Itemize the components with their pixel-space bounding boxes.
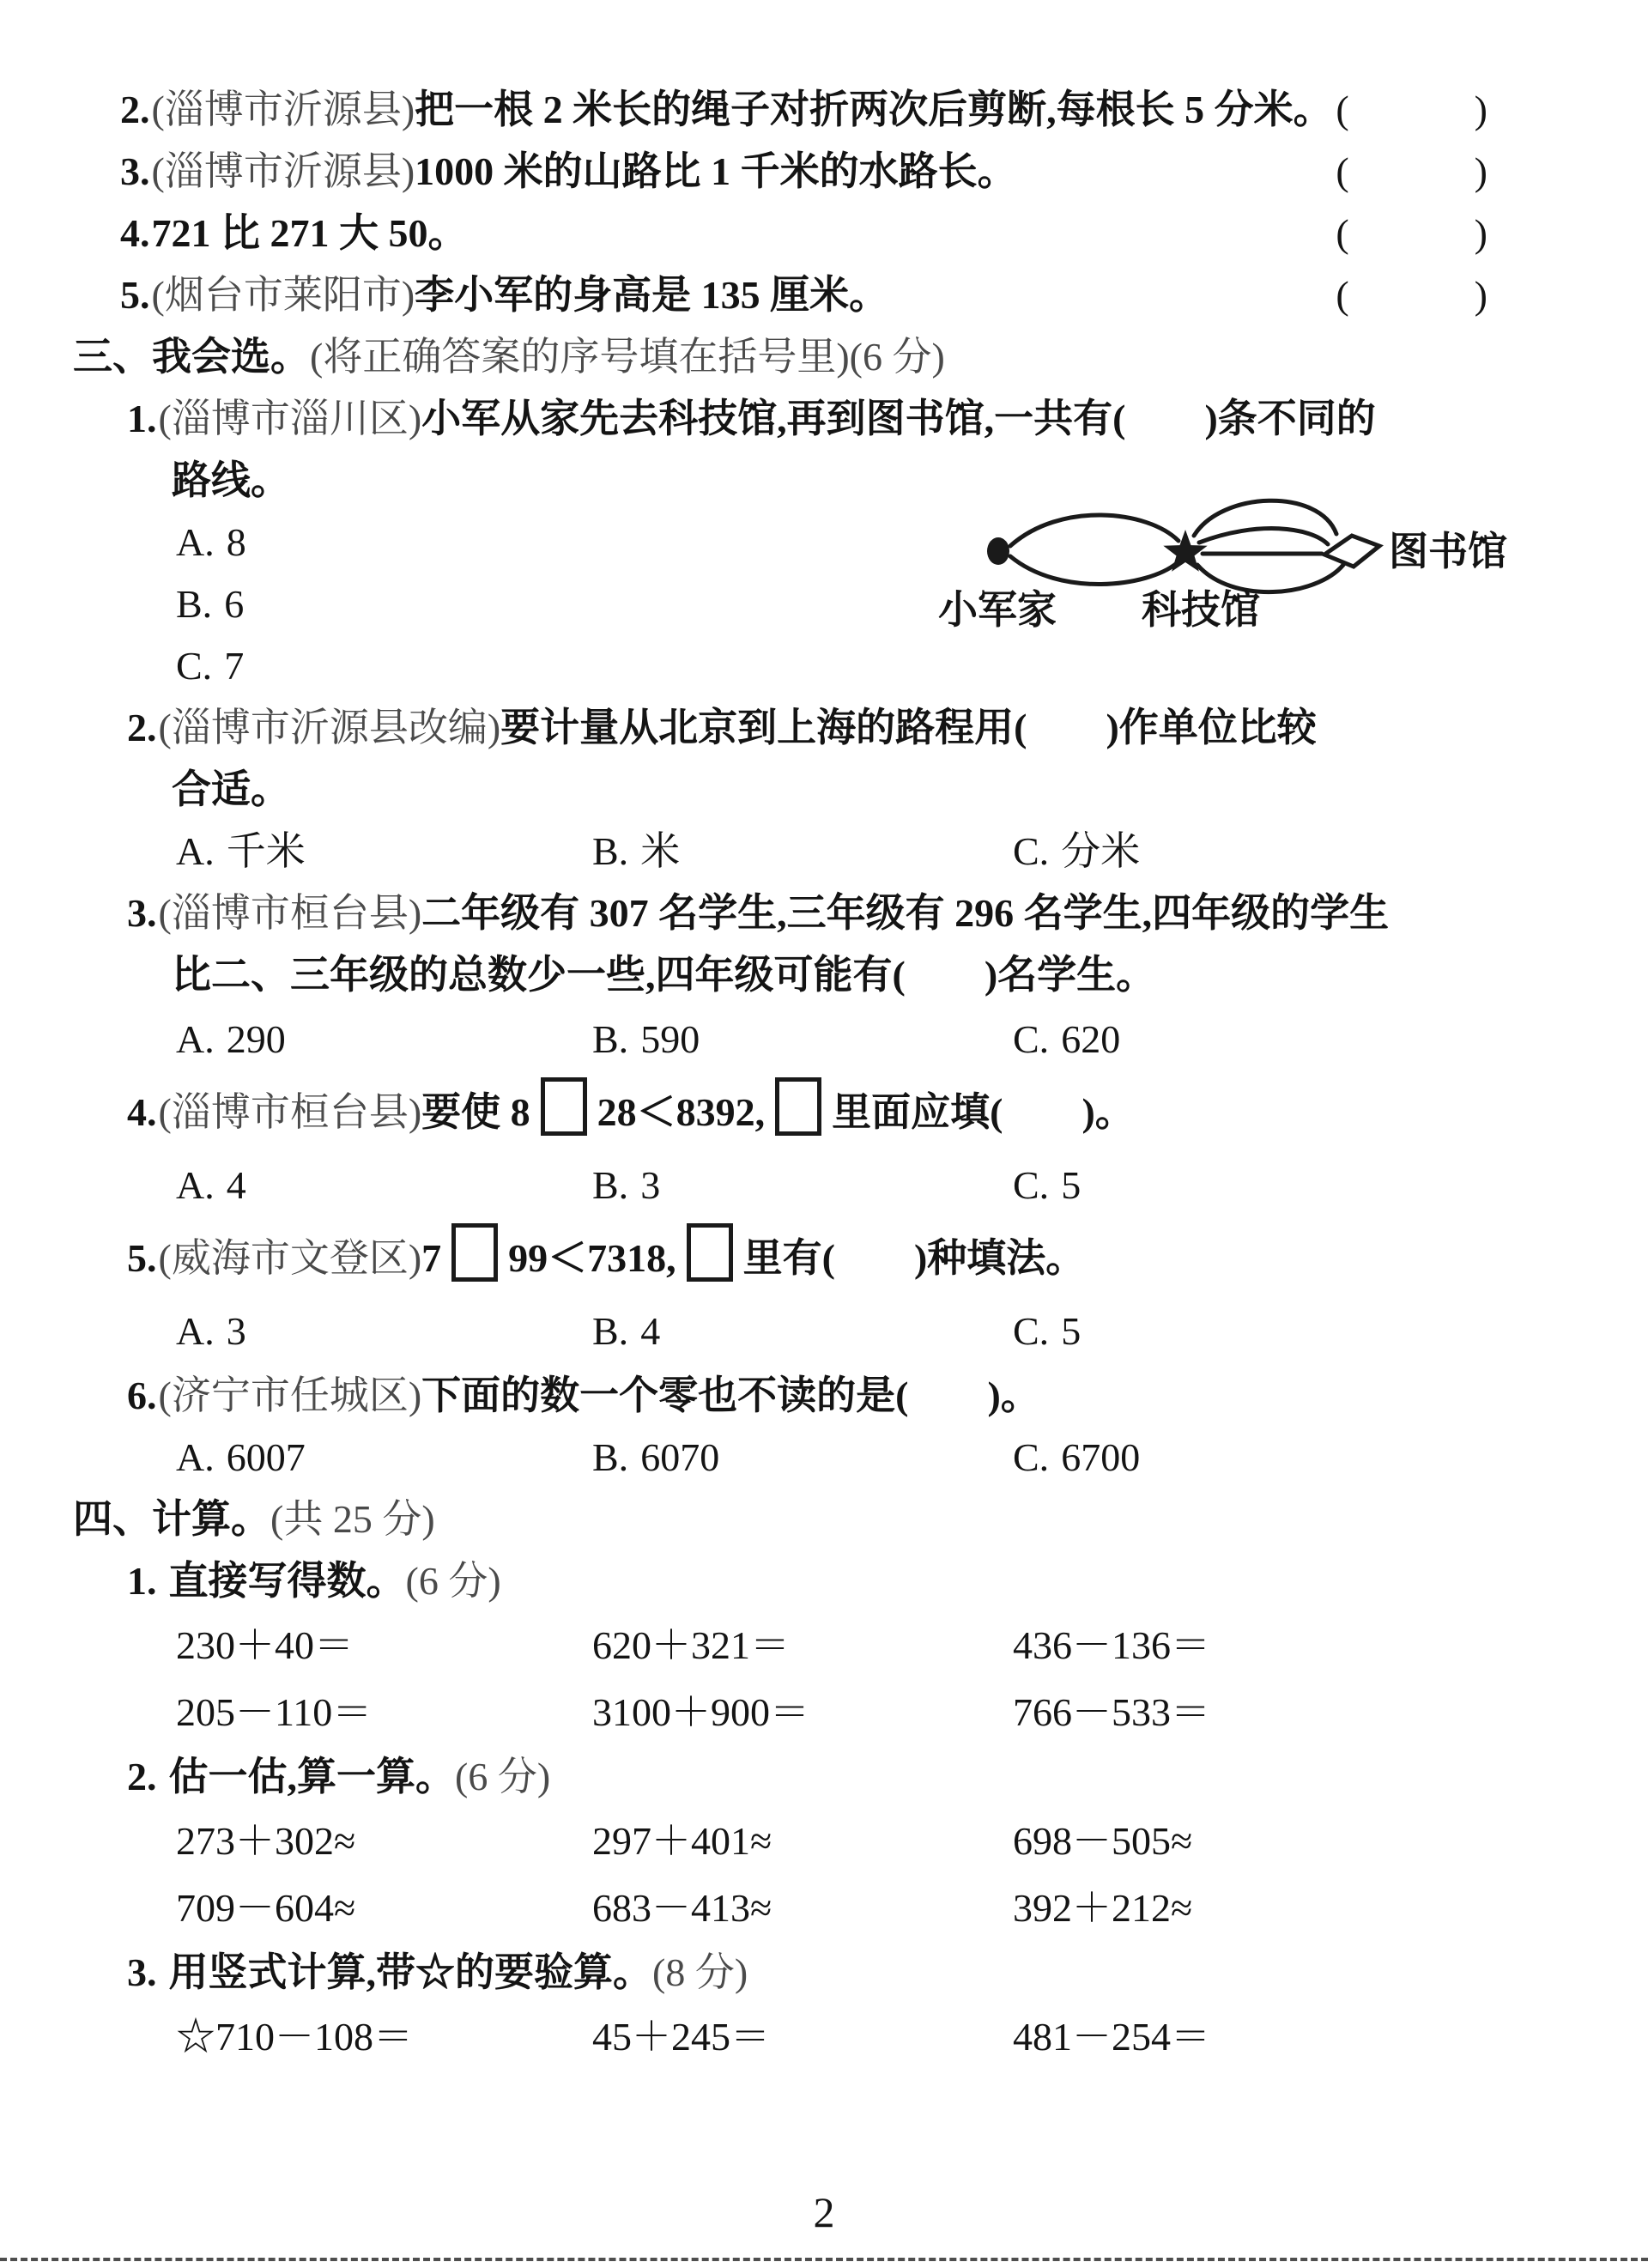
tf-question-main — [120, 141, 1017, 203]
s3-q6-options — [0, 1427, 1648, 1489]
math-expression: 297＋401≈ — [592, 1819, 772, 1863]
answer-parens: ( ) — [1336, 88, 1489, 131]
question-number: 2. — [120, 88, 150, 131]
option-label: B. — [592, 1309, 629, 1353]
math-expression: 709－604≈ — [176, 1886, 356, 1930]
option-value: 千米 — [226, 829, 306, 873]
math-expression: ☆710－108＝ — [176, 2015, 413, 2059]
option-b — [592, 821, 1013, 882]
option-a — [176, 821, 592, 882]
s3-q3-line2: 比二、三年级的总数少一些,四年级可能有( )名学生。 — [172, 953, 1156, 997]
question-number: 5. — [127, 1236, 157, 1280]
option-label: C. — [1013, 1017, 1050, 1061]
science-label: 科技馆 — [1142, 588, 1260, 632]
question-region: (淄博市桓台县) — [158, 1090, 422, 1134]
question-text-mid: 28＜8392, — [597, 1090, 766, 1134]
option-value: 3 — [226, 1309, 246, 1353]
page-number: 2 — [813, 2188, 835, 2236]
s4-sub2-title — [0, 1746, 1648, 1808]
question-number: 4. — [120, 211, 150, 255]
option-label: B. — [176, 582, 213, 626]
section-note: (将正确答案的序号填在括号里) — [310, 335, 850, 379]
question-text: 1000 米的山路比 1 千米的水路长。 — [415, 149, 1017, 193]
tf-question-main — [120, 79, 1333, 141]
option-label: A. — [176, 1309, 215, 1353]
question-text-mid: 99＜7318, — [508, 1236, 676, 1280]
sub-number: 3. — [127, 1950, 157, 1994]
section-title: 计算。 — [152, 1497, 270, 1541]
option-value: 米 — [640, 829, 681, 873]
section-number: 三、 — [73, 335, 152, 379]
option-label: A. — [176, 1435, 215, 1479]
question-text: 下面的数一个零也不读的是( )。 — [421, 1374, 1040, 1417]
option-value: 8 — [226, 520, 246, 564]
math-expression: 698－505≈ — [1013, 1819, 1193, 1863]
question-text: 二年级有 307 名学生,三年级有 296 名学生,四年级的学生 — [421, 891, 1390, 935]
math-expression: 3100＋900＝ — [592, 1690, 809, 1734]
s3-q2-options — [0, 821, 1648, 882]
option-value: 590 — [640, 1017, 700, 1061]
option-label: A. — [176, 829, 215, 873]
option-label: C. — [1013, 1163, 1050, 1207]
route-home-science-bottom — [1010, 556, 1177, 585]
option-value: 620 — [1061, 1017, 1121, 1061]
route-diagram — [931, 488, 1558, 638]
question-number: 3. — [120, 149, 150, 193]
math-expression: 45＋245＝ — [592, 2015, 770, 2059]
option-value: 290 — [226, 1017, 286, 1061]
question-region: (淄博市沂源县) — [151, 88, 415, 131]
s3-q1-option-c — [0, 635, 1648, 697]
s3-q5 — [0, 1219, 1648, 1298]
s4-sub1-row2 — [0, 1679, 1648, 1746]
question-text-post: 里面应填( )。 — [832, 1090, 1135, 1134]
option-label: A. — [176, 1163, 215, 1207]
sub-points: (6 分) — [455, 1755, 551, 1798]
page-bottom-cutline — [0, 2258, 1648, 2261]
fill-box — [541, 1077, 587, 1136]
s4-sub3-row1 — [0, 2004, 1648, 2071]
option-c — [1013, 1152, 1648, 1219]
math-expression: 481－254＝ — [1013, 2015, 1210, 2059]
option-label: C. — [1013, 1435, 1050, 1479]
s3-q1-line1 — [0, 388, 1648, 450]
library-label: 图书馆 — [1389, 530, 1507, 573]
option-a — [176, 1006, 592, 1073]
math-expression: 766－533＝ — [1013, 1690, 1210, 1734]
fill-box — [451, 1223, 498, 1282]
question-text-pre: 7 — [421, 1236, 442, 1280]
s4-sub1-row1 — [0, 1612, 1648, 1679]
tf-question-3 — [0, 141, 1648, 203]
option-a — [176, 1152, 592, 1219]
question-region: (淄博市淄川区) — [158, 397, 422, 440]
option-c — [1013, 821, 1648, 882]
option-b — [592, 1427, 1013, 1489]
s3-q2-line1 — [0, 697, 1648, 759]
s4-sub2-row2 — [0, 1875, 1648, 1942]
s3-q1-line2: 路线。 — [172, 458, 290, 502]
route-diagram-svg — [931, 488, 1558, 638]
sub-points: (8 分) — [652, 1950, 748, 1994]
option-label: C. — [1013, 1309, 1050, 1353]
section-title: 我会选。 — [152, 335, 310, 379]
sub-title: 估一估,算一算。 — [168, 1755, 455, 1798]
math-expression: 230＋40＝ — [176, 1623, 354, 1667]
math-expression: 683－413≈ — [592, 1886, 772, 1930]
option-value: 7 — [224, 644, 245, 688]
question-region: (淄博市沂源县) — [151, 149, 415, 193]
option-label: C. — [176, 644, 213, 688]
sub-title: 直接写得数。 — [168, 1559, 406, 1603]
s3-q2-line2: 合适。 — [172, 767, 290, 811]
option-value: 6 — [224, 582, 245, 626]
section-points: (共 25 分) — [270, 1497, 435, 1541]
s3-q4 — [0, 1073, 1648, 1152]
option-c — [1013, 1427, 1648, 1489]
sub-points: (6 分) — [405, 1559, 501, 1603]
option-label: A. — [176, 1017, 215, 1061]
option-value: 6070 — [640, 1435, 720, 1479]
question-region: (淄博市桓台县) — [158, 891, 422, 935]
option-label: B. — [592, 1163, 629, 1207]
option-c — [1013, 1006, 1648, 1073]
tf-question-main — [120, 203, 468, 264]
s3-q3-options — [0, 1006, 1648, 1073]
s3-q5-options — [0, 1298, 1648, 1365]
route-home-science-top — [1010, 515, 1178, 546]
question-number: 1. — [127, 397, 157, 440]
answer-parens: ( ) — [1336, 211, 1489, 255]
tf-question-main — [120, 264, 888, 326]
math-expression: 273＋302≈ — [176, 1819, 356, 1863]
tf-question-2 — [0, 79, 1648, 141]
question-number: 5. — [120, 273, 150, 317]
option-b — [592, 1006, 1013, 1073]
section-number: 四、 — [73, 1497, 152, 1541]
question-region: (威海市文登区) — [158, 1236, 422, 1280]
home-label: 小军家 — [938, 588, 1057, 632]
section-points: (6 分) — [849, 335, 945, 379]
math-expression: 436－136＝ — [1013, 1623, 1210, 1667]
question-text-pre: 要使 8 — [421, 1090, 530, 1134]
answer-parens: ( ) — [1336, 273, 1489, 317]
section3-header — [0, 326, 1648, 388]
option-a — [176, 1427, 592, 1489]
sub-number: 1. — [127, 1559, 157, 1603]
s3-q3-line1 — [0, 882, 1648, 944]
option-a — [176, 1298, 592, 1365]
fill-box — [775, 1077, 821, 1136]
question-text: 721 比 271 大 50。 — [151, 211, 468, 255]
option-b — [592, 1152, 1013, 1219]
question-text: 李小军的身高是 135 厘米。 — [415, 273, 889, 317]
home-node-dot — [987, 537, 1009, 565]
option-b — [592, 1298, 1013, 1365]
option-value: 5 — [1061, 1309, 1082, 1353]
option-value: 3 — [640, 1163, 661, 1207]
fill-box — [687, 1223, 733, 1282]
option-value: 6700 — [1061, 1435, 1141, 1479]
sub-number: 2. — [127, 1755, 157, 1798]
library-node-diamond — [1324, 536, 1379, 567]
question-region: (淄博市沂源县改编) — [158, 706, 501, 749]
question-text: 小军从家先去科技馆,再到图书馆,一共有( )条不同的 — [421, 397, 1376, 440]
option-label: A. — [176, 520, 215, 564]
option-value: 4 — [226, 1163, 246, 1207]
math-expression: 620＋321＝ — [592, 1623, 790, 1667]
option-label: C. — [1013, 829, 1050, 873]
option-value: 4 — [640, 1309, 661, 1353]
s3-q4-options — [0, 1152, 1648, 1219]
option-label: B. — [592, 1017, 629, 1061]
question-text-post: 里有( )种填法。 — [742, 1236, 1086, 1280]
option-value: 5 — [1061, 1163, 1082, 1207]
option-c — [1013, 1298, 1648, 1365]
question-text: 要计量从北京到上海的路程用( )作单位比较 — [500, 706, 1317, 749]
answer-parens: ( ) — [1336, 149, 1489, 193]
s3-q6 — [0, 1365, 1648, 1427]
question-number: 6. — [127, 1374, 157, 1417]
option-label: B. — [592, 1435, 629, 1479]
question-region: (烟台市莱阳市) — [151, 273, 415, 317]
route-science-library-upper — [1199, 529, 1328, 544]
question-number: 2. — [127, 706, 157, 749]
question-region: (济宁市任城区) — [158, 1374, 422, 1417]
option-value: 6007 — [226, 1435, 306, 1479]
question-number: 3. — [127, 891, 157, 935]
worksheet-content — [0, 79, 1648, 2071]
option-value: 分米 — [1061, 829, 1141, 873]
tf-question-4 — [0, 203, 1648, 264]
math-expression: 205－110＝ — [176, 1690, 373, 1734]
sub-title: 用竖式计算,带☆的要验算。 — [168, 1950, 652, 1994]
s4-sub1-title — [0, 1550, 1648, 1612]
s4-sub2-row1 — [0, 1808, 1648, 1875]
question-text: 把一根 2 米长的绳子对折两次后剪断,每根长 5 分米。 — [415, 88, 1333, 131]
question-number: 4. — [127, 1090, 157, 1134]
math-expression: 392＋212≈ — [1013, 1886, 1193, 1930]
option-label: B. — [592, 829, 629, 873]
tf-question-5 — [0, 264, 1648, 326]
s4-sub3-title — [0, 1942, 1648, 2004]
section4-header — [0, 1489, 1648, 1550]
